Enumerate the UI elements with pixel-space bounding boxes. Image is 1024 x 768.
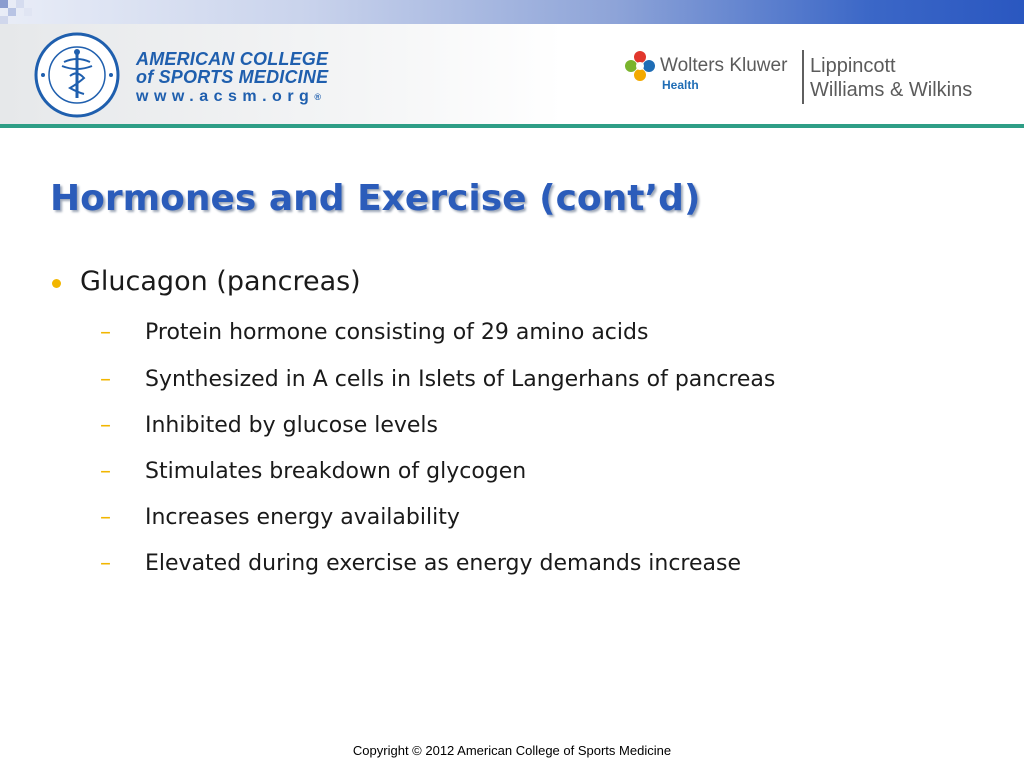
acsm-name-line2 <box>136 68 328 86</box>
publisher-divider <box>802 50 804 104</box>
slide-header <box>0 24 1024 124</box>
decorative-square <box>8 8 16 16</box>
slide-title: Hormones and Exercise (cont’d) <box>50 178 701 219</box>
decorative-square <box>0 16 8 24</box>
acsm-seal-logo <box>34 32 120 118</box>
wolters-kluwer-name: Wolters Kluwer <box>660 55 788 76</box>
decorative-square <box>16 0 24 8</box>
lippincott-line2: Williams & Wilkins <box>810 79 973 101</box>
dash-icon: – <box>100 320 111 345</box>
wolters-kluwer-logo-icon <box>624 50 656 82</box>
acsm-sports-medicine: SPORTS MEDICINE <box>158 67 329 87</box>
dash-icon: – <box>100 413 111 438</box>
acsm-url-text: www.acsm.org <box>136 88 315 105</box>
acsm-wordmark <box>136 50 328 106</box>
top-gradient-band <box>0 0 1024 24</box>
sub-bullet-text: Stimulates breakdown of glycogen <box>145 459 527 484</box>
sub-bullet-text: Synthesized in A cells in Islets of Langerhans of pancreas <box>145 367 776 392</box>
sub-bullet-text: Increases energy availability <box>145 505 460 530</box>
wolters-kluwer-health: Health <box>662 78 699 92</box>
sub-bullet-text: Elevated during exercise as energy demands increase <box>145 551 742 576</box>
dash-icon: – <box>100 459 111 484</box>
copyright-footer: Copyright © 2012 American College of Sports Medicine <box>352 743 672 758</box>
lippincott-line1: Lippincott <box>810 55 896 77</box>
dash-icon: – <box>100 551 111 576</box>
dash-icon: – <box>100 367 111 392</box>
sub-bullet-text: Inhibited by glucose levels <box>145 413 439 438</box>
decorative-square <box>24 8 32 16</box>
lippincott-wordmark <box>810 54 972 102</box>
acsm-name-line1: AMERICAN COLLEGE <box>136 49 329 69</box>
acsm-url <box>136 88 328 106</box>
registered-mark: ® <box>314 92 321 102</box>
dash-icon: – <box>100 505 111 530</box>
decorative-square <box>0 0 8 8</box>
header-divider-rule <box>0 124 1024 128</box>
sub-bullet-text: Protein hormone consisting of 29 amino acids <box>145 320 649 345</box>
bullet-dot-icon <box>52 279 61 288</box>
main-bullet-text: Glucagon (pancreas) <box>80 266 361 297</box>
acsm-of: of <box>136 67 154 87</box>
